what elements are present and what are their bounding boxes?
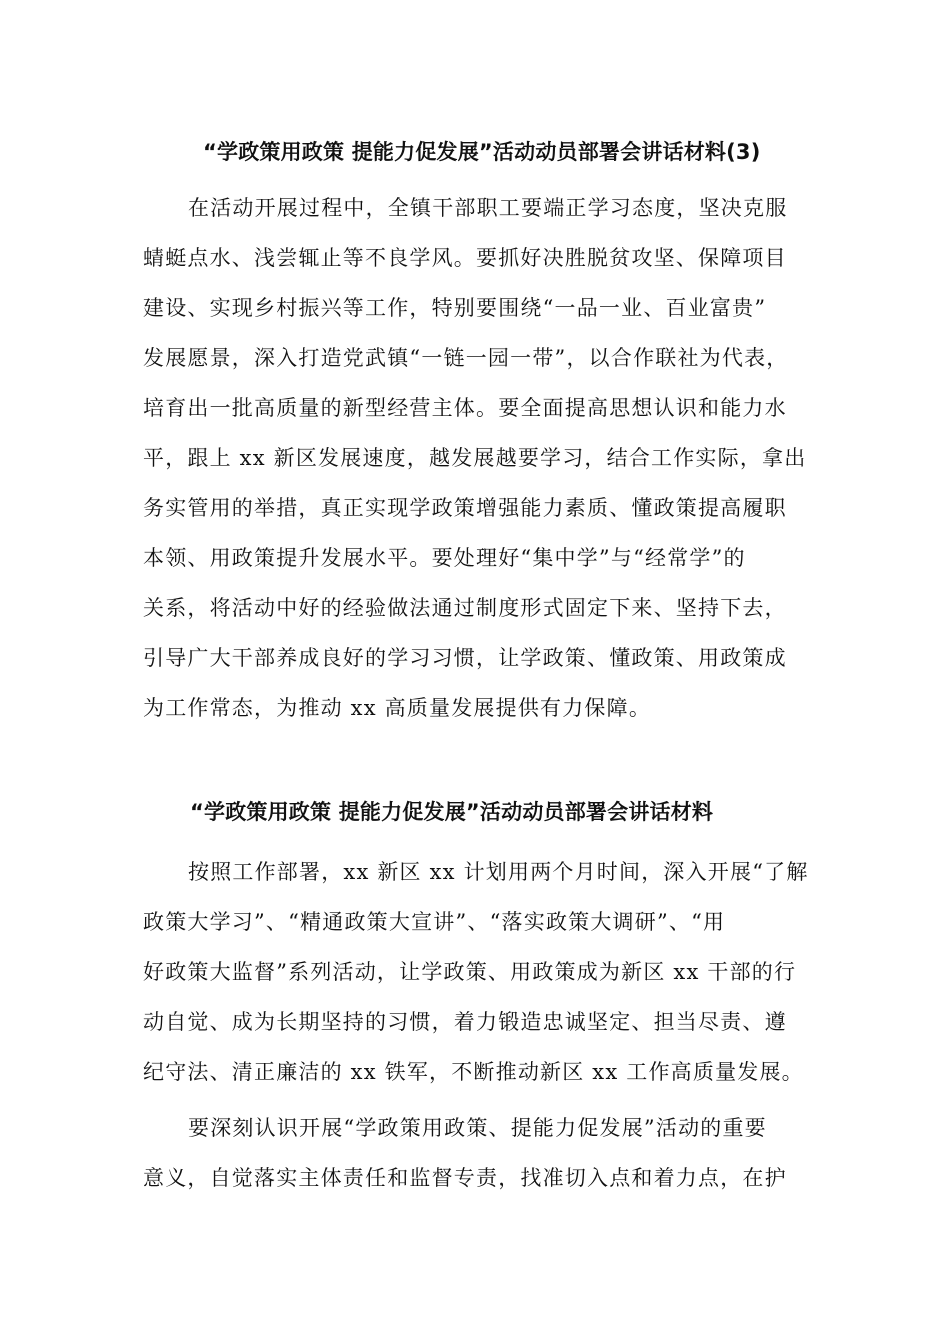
text-line: 好政策大监督”系列活动，让学政策、用政策成为新区 xx 干部的行 [143,960,797,984]
text-line: 建设、实现乡村振兴等工作，特别要围绕“一品一业、百业富贵” [143,296,767,320]
text-line: 动自觉、成为长期坚持的习惯，着力锻造忠诚坚定、担当尽责、遵 [143,1010,787,1034]
text-line: 为工作常态，为推动 xx 高质量发展提供有力保障。 [143,696,652,720]
section-title: “学政策用政策 提能力促发展”活动动员部署会讲话材料(3) [203,140,761,164]
text-line: 要深刻认识开展“学政策用政策、提能力促发展”活动的重要 [188,1116,767,1140]
text-line: 意义，自觉落实主体责任和监督专责，找准切入点和着力点，在护 [143,1166,787,1190]
text-line: 关系，将活动中好的经验做法通过制度形式固定下来、坚持下去， [143,596,787,620]
text-line: 在活动开展过程中，全镇干部职工要端正学习态度，坚决克服 [188,196,788,220]
paragraph [143,1103,823,1203]
text-line: 平，跟上 xx 新区发展速度，越发展越要学习，结合工作实际，拿出 [143,446,807,470]
text-line: 务实管用的举措，真正实现学政策增强能力素质、懂政策提高履职 [143,496,787,520]
paragraph [143,847,823,1097]
text-line: 本领、用政策提升发展水平。要处理好“集中学”与“经常学”的 [143,546,746,570]
text-line: 政策大学习”、“精通政策大宣讲”、“落实政策大调研”、“用 [143,910,726,934]
text-line: 蜻蜓点水、浅尝辄止等不良学风。要抓好决胜脱贫攻坚、保障项目 [143,246,787,270]
text-line: 按照工作部署，xx 新区 xx 计划用两个月时间，深入开展“了解 [188,860,809,884]
section-title: “学政策用政策 提能力促发展”活动动员部署会讲话材料 [190,800,714,824]
text-line: 引导广大干部养成良好的学习习惯，让学政策、懂政策、用政策成 [143,646,787,670]
text-line: 培育出一批高质量的新型经营主体。要全面提高思想认识和能力水 [143,396,787,420]
paragraph [143,183,823,733]
text-line: 纪守法、清正廉洁的 xx 铁军，不断推动新区 xx 工作高质量发展。 [143,1060,804,1084]
text-line: 发展愿景，深入打造党武镇“一链一园一带”，以合作联社为代表， [143,346,789,370]
